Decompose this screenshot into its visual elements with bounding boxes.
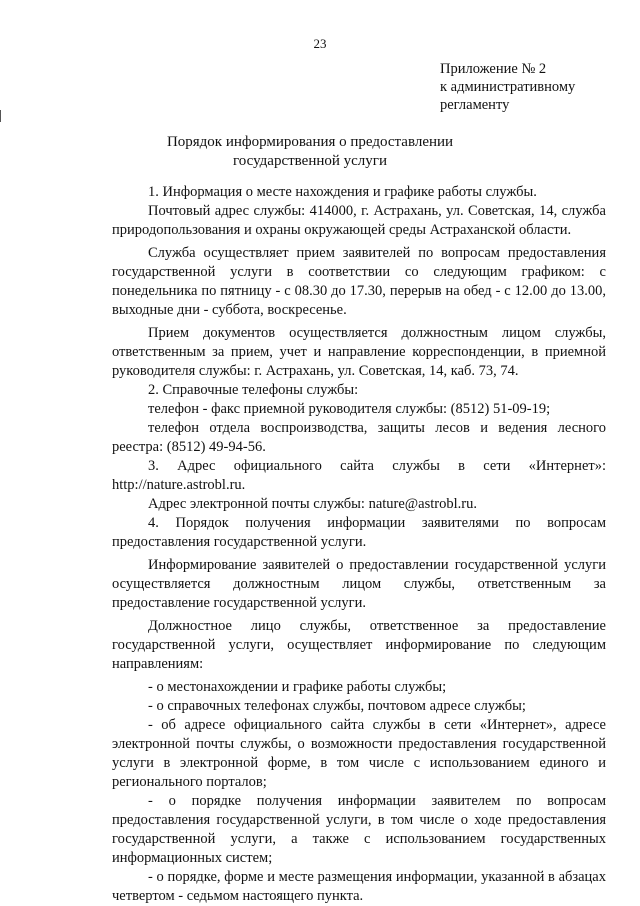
appendix-line: Приложение № 2 (440, 61, 547, 77)
appendix-line: регламенту (440, 97, 510, 113)
section-heading: 1. Информация о месте нахождения и графике работы службы. (148, 184, 537, 200)
section-heading: 3. Адрес официального сайта службы в сети «Интернет»: http://nature.astrobl.ru. (112, 458, 606, 493)
paragraph: Прием документов осуществляется должностным лицом службы, ответственным за прием, учет и направление корреспонденции, в приемной руководителя службы: г. Астрахань, ул. Советская, 14, каб. 73, 74. (112, 325, 606, 379)
title-line: государственной услуги (233, 153, 387, 169)
paragraph: Должностное лицо службы, ответственное за предоставление государственной услуги, осуществляет информирование по следующим направлениям: (112, 618, 606, 672)
paragraph: Почтовый адрес службы: 414000, г. Астрахань, ул. Советская, 14, служба природопользования и охраны окружающей среды Астраханской области. (112, 203, 606, 238)
section-heading: 4. Порядок получения информации заявителями по вопросам предоставления государственной услуги. (112, 515, 606, 550)
paragraph: Адрес электронной почты службы: nature@astrobl.ru. (148, 496, 477, 512)
document-body (112, 183, 606, 906)
list-item: - о порядке получения информации заявителем по вопросам предоставления государственной услуги, в том числе о ходе предоставления государственной услуги, а также с использованием государственных информационных систем; (112, 793, 606, 866)
list-item: - о порядке, форме и месте размещения информации, указанной в абзацах четвертом - седьмом настоящего пункта. (112, 869, 606, 904)
margin-mark (0, 110, 1, 122)
list-item: - о справочных телефонах службы, почтовом адресе службы; (148, 698, 526, 714)
list-item: - о местонахождении и графике работы службы; (148, 679, 447, 695)
list-item: - об адресе официального сайта службы в сети «Интернет», адресе электронной почты службы, о возможности предоставления государственной услуги в электронной форме, в том числе с использованием единого и регионального порталов; (112, 717, 606, 790)
document-title (100, 133, 520, 171)
appendix-header (440, 60, 575, 114)
appendix-line: к административному (440, 79, 576, 95)
section-heading: 2. Справочные телефоны службы: (148, 382, 359, 398)
paragraph: Служба осуществляет прием заявителей по вопросам предоставления государственной услуги в соответствии со следующим графиком: с понедельника по пятницу - с 08.30 до 17.30, перерыв на обед - с 12.00 до 13.00, выходные дни - суббота, воскресенье. (112, 245, 606, 318)
paragraph: телефон - факс приемной руководителя службы: (8512) 51-09-19; (148, 401, 551, 417)
paragraph: Информирование заявителей о предоставлении государственной услуги осуществляется должностным лицом службы, ответственным за предоставление государственной услуги. (112, 557, 606, 611)
title-line: Порядок информирования о предоставлении (166, 134, 454, 150)
page-number: 23 (313, 36, 327, 51)
paragraph: телефон отдела воспроизводства, защиты лесов и ведения лесного реестра: (8512) 49-94-56. (112, 420, 606, 455)
